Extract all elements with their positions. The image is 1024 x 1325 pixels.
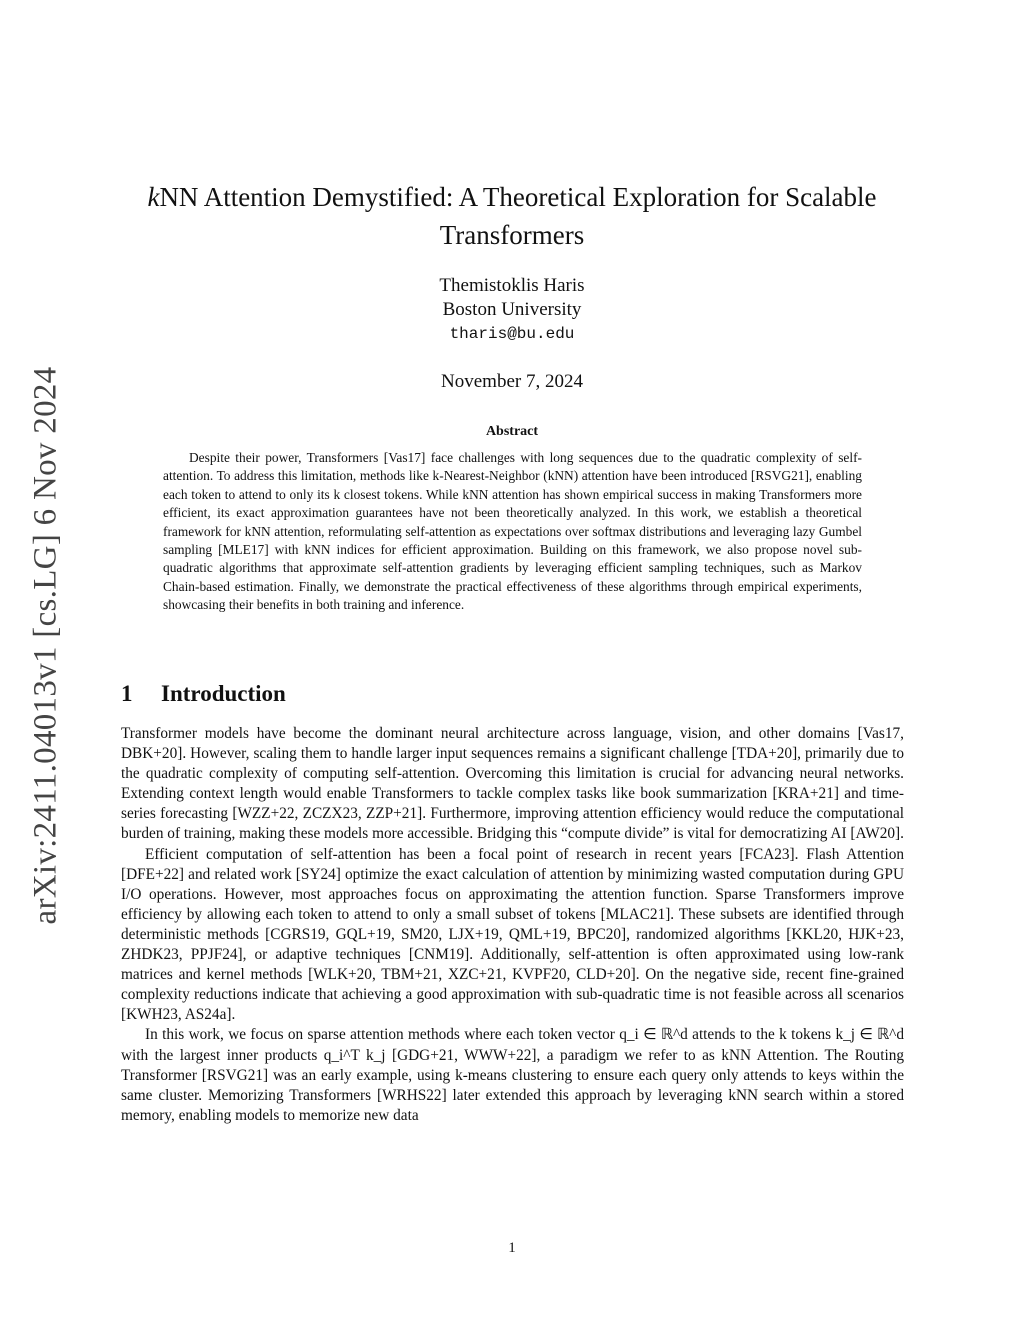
paragraph-3: In this work, we focus on sparse attention methods where each token vector q_i ∈ ℝ^d attends to the k tokens k_j ∈ ℝ^d with the largest inner products q_i^T k_j [GDG+21, WWW+22], a paradigm we refer to as kNN Attention. The Routing Transformer [RSVG21] was an early example, using k-means clustering to ensure each query only attends to keys within the same cluster. Memorizing Transformers [WRHS22] later extended this approach by leveraging kNN search within a stored memory, enabling models to memorize new data [121,1026,904,1124]
arxiv-stamp-text: arXiv:2411.04013v1 [cs.LG] 6 Nov 2024 [27,366,64,924]
author-block [312,274,712,394]
title-rest: NN Attention Demystified: A Theoretical Exploration for Scalable Transformers [159,182,877,250]
section-heading [121,681,286,707]
publication-date: November 7, 2024 [441,371,583,392]
paragraph-2: Efficient computation of self-attention has been a focal point of research in recent years [FCA23]. Flash Attention [DFE+22] and related work [SY24] optimize the exact calculation of attention by minimizing wasted computation during GPU I/O operations. However, most approaches focus on approximating the attention function. Sparse Transformers improve efficiency by allowing each token to attend to only a small subset of tokens [MLAC21]. These subsets are identified through deterministic methods [CGRS19, GQL+19, SM20, LJX+19, QML+19, BPC20], randomized algorithms [KKL20, HJK+23, ZHDK23, PPJF24], or adaptive techniques [CNM19]. Additionally, self-attention is often approximated using low-rank matrices and kernel methods [WLK+20, TBM+21, XZC+21, KVPF20, CLD+20]. On the negative side, recent fine-grained complexity reductions indicate that achieving a good approximation with sub-quadratic time is not feasible across all scenarios [KWH23, AS24a]. [121,845,904,1024]
page-number: 1 [508,1240,516,1256]
author-email: tharis@bu.edu [449,325,575,343]
author-affiliation: Boston University [442,299,582,320]
section-title: Introduction [161,681,286,706]
abstract-heading: Abstract [485,424,539,439]
title-k: k [147,182,160,212]
introduction-body [121,724,904,1126]
arxiv-identifier-stamp [18,360,74,930]
paragraph-1: Transformer models have become the dominant neural architecture across language, vision, and other domains [Vas17, DBK+20]. However, scaling them to handle larger input sequences remains a significant challenge [TDA+20], primarily due to the quadratic complexity of computing self-attention. Overcoming this limitation is crucial for advancing neural networks. Extending context length would enable Transformers to tackle complex tasks like book summarization [KRA+21] and time-series forecasting [WZZ+22, ZCZX23, ZZP+21]. Furthermore, improving attention efficiency would reduce the computational burden of training, making these models more accessible. Bridging this “compute divide” is vital for democratizing AI [AW20]. [121,725,904,843]
abstract-text: Despite their power, Transformers [Vas17] face challenges with long sequences due to the quadratic complexity of self-attention. To address this limitation, methods like k-Nearest-Neighbor (kNN) attention have been introduced [RSVG21], enabling each token to attend to only its k closest tokens. While kNN attention has shown empirical success in making Transformers more efficient, its exact approximation guarantees have not been theoretically analyzed. In this work, we establish a theoretical framework for kNN attention, reformulating self-attention as expectations over softmax distributions and leveraging lazy Gumbel sampling [MLE17] with kNN indices for efficient approximation. Building on this framework, we also propose novel sub-quadratic algorithms that approximate self-attention gradients by leveraging efficient sampling techniques, such as Markov Chain-based estimation. Finally, we demonstrate the practical effectiveness of these algorithms through empirical experiments, showcasing their benefits in both training and inference. [163,450,862,613]
author-name: Themistoklis Haris [439,275,585,296]
paper-title [110,178,914,254]
section-number: 1 [121,681,133,706]
